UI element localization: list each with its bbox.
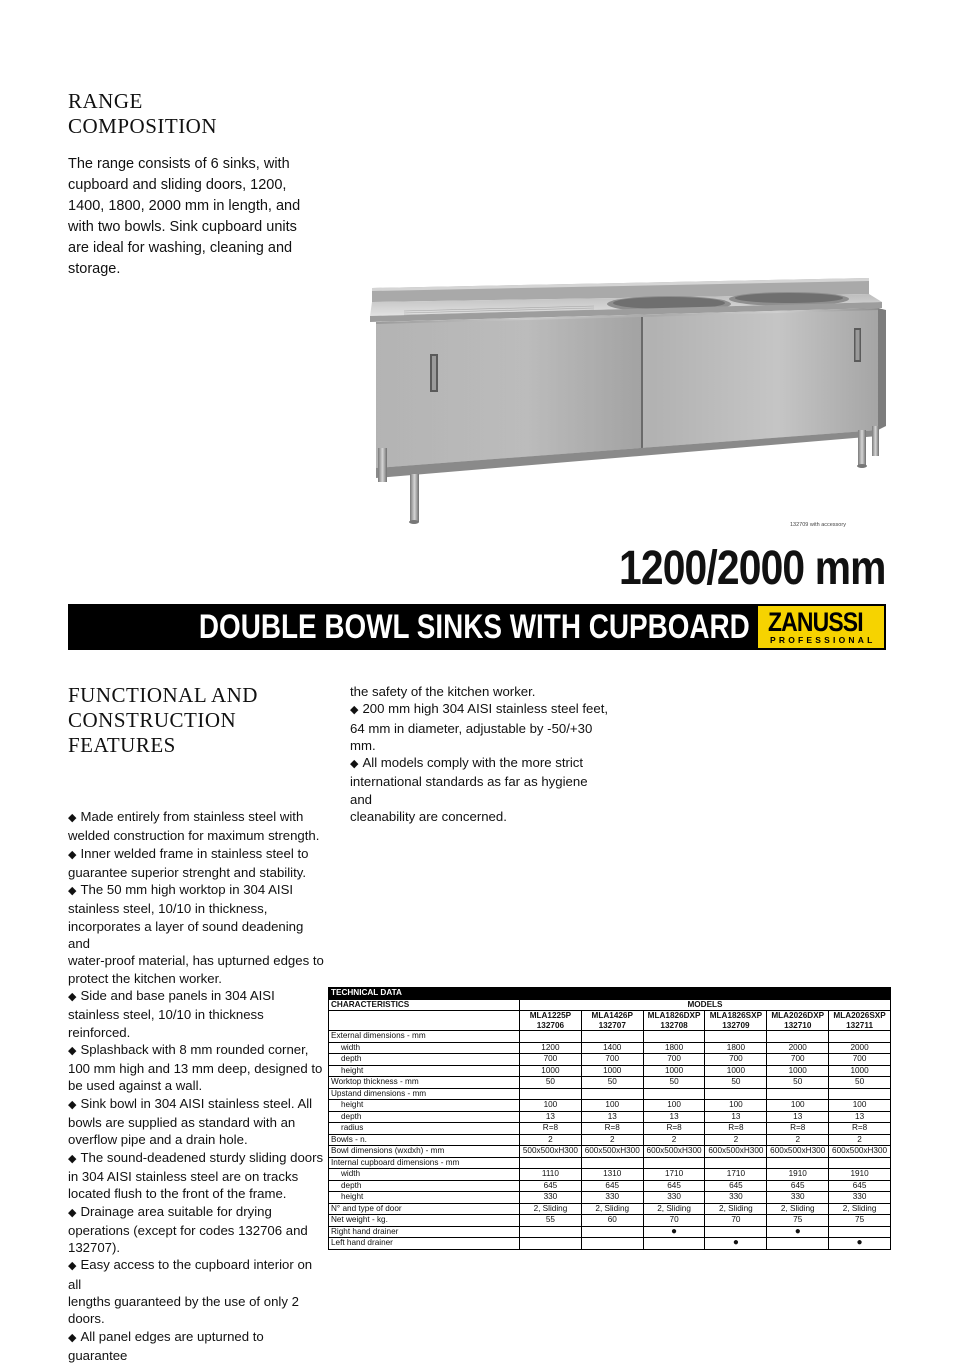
table-row [329,1192,891,1204]
table-cell: 13 [829,1111,891,1123]
row-label: height [329,1065,520,1077]
model-header-cell: MLA2026SXP 132711 [829,1011,891,1031]
table-row [329,1180,891,1192]
product-image [364,268,894,528]
table-cell: R=8 [767,1123,829,1135]
table-cell: 1710 [705,1169,767,1181]
table-cell: 13 [520,1111,582,1123]
model-header-cell: MLA1826SXP 132709 [705,1011,767,1031]
diamond-bullet-icon: ◆ [68,848,77,861]
table-cell: 13 [705,1111,767,1123]
range-description [68,154,300,280]
row-label: depth [329,1180,520,1192]
table-cell: 600x500xH300 [643,1146,705,1158]
model-header-cell: MLA1225P 132706 [520,1011,582,1031]
table-cell: 1910 [829,1169,891,1181]
range-heading-line: RANGE [68,89,143,113]
range-text-line: 1400, 1800, 2000 mm in length, and [68,198,301,214]
table-cell: 600x500xH300 [581,1146,643,1158]
table-cell: 50 [829,1077,891,1089]
size-title: 1200/2000 mm [619,542,886,595]
diamond-bullet-icon: ◆ [68,812,77,824]
row-label: Worktop thickness - mm [329,1077,520,1089]
diamond-bullet-icon: ◆ [68,1260,77,1273]
feature-item: ◆ Splashback with 8 mm rounded corner, 100 mm high and 13 mm deep, designed to be used against a wall. [68,1041,323,1094]
table-cell: 330 [581,1192,643,1204]
table-cell: 330 [520,1192,582,1204]
table-row [329,1077,891,1089]
table-cell: 50 [643,1077,705,1089]
row-label: N° and type of door [329,1203,520,1215]
model-header-cell: MLA2026DXP 132710 [767,1011,829,1031]
table-cell: 75 [767,1215,829,1227]
table-cell: 1310 [581,1169,643,1181]
range-text-line: with two bowls. Sink cupboard units [68,219,297,235]
table-cell: 645 [520,1180,582,1192]
table-cell [581,1238,643,1250]
table-cell [829,1031,891,1043]
table-title-row [329,988,891,1000]
table-cell: 100 [829,1100,891,1112]
row-label: radius [329,1123,520,1135]
row-label: Net weight - kg. [329,1215,520,1227]
table-row [329,1054,891,1066]
table-cell [643,1157,705,1169]
table-cell [520,1088,582,1100]
table-cell: 50 [705,1077,767,1089]
table-cell: 500x500xH300 [520,1146,582,1158]
row-label: depth [329,1054,520,1066]
diamond-bullet-icon: ◆ [68,1044,77,1057]
row-label: Bowls - n. [329,1134,520,1146]
range-heading-line: COMPOSITION [68,114,218,138]
row-label: height [329,1100,520,1112]
feature-item: ◆ The sound-deadened sturdy sliding doors in 304 AISI stainless steel are on tracks located flush to the front of the frame. [68,1149,324,1202]
table-cell: 330 [829,1192,891,1204]
characteristics-header: CHARACTERISTICS [329,999,520,1011]
table-cell: 700 [829,1054,891,1066]
diamond-bullet-icon: ◆ [68,1098,77,1111]
table-cell [643,1238,705,1250]
logo-subtitle: PROFESSIONAL [770,635,876,645]
table-cell: 1000 [581,1065,643,1077]
range-text-line: cupboard and sliding doors, 1200, [68,177,287,193]
table-cell: 330 [767,1192,829,1204]
table-row [329,1215,891,1227]
table-cell: 2 [767,1134,829,1146]
row-label: External dimensions - mm [329,1031,520,1043]
table-cell: 1800 [643,1042,705,1054]
table-cell [767,1238,829,1250]
row-label: Upstand dimensions - mm [329,1088,520,1100]
table-cell [643,1031,705,1043]
table-cell: 1000 [643,1065,705,1077]
table-cell [581,1031,643,1043]
feature-item: ◆ Easy access to the cupboard interior on all lengths guaranteed by the use of only 2 doors. [68,1257,313,1327]
table-cell [829,1226,891,1238]
zanussi-logo [758,606,884,648]
table-cell: ● [643,1226,705,1238]
table-row [329,1042,891,1054]
table-row [329,1238,891,1250]
row-label: width [329,1169,520,1181]
row-label: width [329,1042,520,1054]
table-cell: 70 [643,1215,705,1227]
table-cell: 700 [643,1054,705,1066]
table-cell [643,1088,705,1100]
table-cell [705,1226,767,1238]
diamond-bullet-icon: ◆ [68,1206,77,1219]
table-cell: 645 [829,1180,891,1192]
row-label: depth [329,1111,520,1123]
table-cell: 2, Sliding [767,1203,829,1215]
table-cell: 645 [705,1180,767,1192]
table-models-row [329,1011,891,1031]
table-cell: 50 [767,1077,829,1089]
table-cell: 1000 [520,1065,582,1077]
feature-item: ◆ Made entirely from stainless steel with welded construction for maximum strength. [68,809,320,844]
table-cell: 100 [643,1100,705,1112]
features-column-2 [350,683,612,825]
table-cell [767,1088,829,1100]
features-heading-line: FUNCTIONAL AND [68,683,258,707]
table-cell: 700 [520,1054,582,1066]
table-cell [581,1226,643,1238]
table-cell [520,1031,582,1043]
table-title: TECHNICAL DATA [329,988,891,1000]
table-cell: 2000 [829,1042,891,1054]
table-cell: 330 [643,1192,705,1204]
technical-data-table [328,987,891,1250]
table-cell: ● [829,1238,891,1250]
table-cell: R=8 [829,1123,891,1135]
table-cell: R=8 [643,1123,705,1135]
models-header: MODELS [520,999,891,1011]
feature-continuation: the safety of the kitchen worker. [350,684,536,699]
feature-item: ◆ Drainage area suitable for drying operations (except for codes 132706 and 132707). [68,1203,308,1256]
feature-item: ◆ All panel edges are upturned to guarantee [68,1328,264,1363]
table-cell: 700 [767,1054,829,1066]
row-label: Internal cupboard dimensions - mm [329,1157,520,1169]
product-title: DOUBLE BOWL SINKS WITH CUPBOARD [199,608,750,646]
table-cell: 50 [581,1077,643,1089]
table-cell [581,1157,643,1169]
diamond-bullet-icon: ◆ [68,1331,77,1344]
table-row [329,1203,891,1215]
table-cell [705,1088,767,1100]
table-row [329,1065,891,1077]
table-cell: 70 [705,1215,767,1227]
table-cell [581,1088,643,1100]
table-cell: 330 [705,1192,767,1204]
table-cell: 2000 [767,1042,829,1054]
model-header-cell: MLA1826DXP 132708 [643,1011,705,1031]
model-header-cell: MLA1426P 132707 [581,1011,643,1031]
table-cell: 100 [520,1100,582,1112]
table-cell: 2 [643,1134,705,1146]
range-text-line: The range consists of 6 sinks, with [68,156,290,172]
table-cell: 1710 [643,1169,705,1181]
table-cell: 50 [520,1077,582,1089]
table-cell: 2 [520,1134,582,1146]
range-text-line: are ideal for washing, cleaning and [68,240,293,256]
table-cell: 13 [767,1111,829,1123]
feature-item: ◆ 200 mm high 304 AISI stainless steel feet, 64 mm in diameter, adjustable by -50/+30 mm. [350,701,609,753]
table-cell: 2 [829,1134,891,1146]
table-cell: 2, Sliding [829,1203,891,1215]
table-cell [705,1031,767,1043]
table-cell: 13 [643,1111,705,1123]
table-cell: 700 [581,1054,643,1066]
diamond-bullet-icon: ◆ [350,704,359,717]
table-cell [829,1088,891,1100]
table-cell [520,1238,582,1250]
sink-cabinet-illustration [364,268,894,528]
table-row [329,1157,891,1169]
diamond-bullet-icon: ◆ [68,885,77,898]
table-cell: 55 [520,1215,582,1227]
features-heading-line: FEATURES [68,733,176,757]
table-cell [705,1157,767,1169]
features-heading-line: CONSTRUCTION [68,708,237,732]
range-heading [68,89,217,139]
table-row [329,1123,891,1135]
table-cell: R=8 [581,1123,643,1135]
table-cell: 2 [581,1134,643,1146]
table-cell: 2, Sliding [705,1203,767,1215]
table-cell: 600x500xH300 [767,1146,829,1158]
table-cell: 1800 [705,1042,767,1054]
table-cell: 600x500xH300 [705,1146,767,1158]
table-cell: 100 [581,1100,643,1112]
empty-cell [329,1011,520,1031]
feature-item: ◆ The 50 mm high worktop in 304 AISI stainless steel, 10/10 in thickness, incorporates a layer of sound deadening and water-proof material, has upturned edges to protect the kitchen worker. [68,882,324,986]
table-cell: 1000 [767,1065,829,1077]
table-cell: 1000 [829,1065,891,1077]
table-header-row [329,999,891,1011]
table-row [329,1146,891,1158]
feature-item: ◆ Inner welded frame in stainless steel to guarantee superior strenght and stability. [68,845,309,880]
table-cell [767,1157,829,1169]
table-cell [520,1226,582,1238]
table-cell: 1910 [767,1169,829,1181]
features-column-1 [68,808,326,1364]
table-row [329,1134,891,1146]
title-banner [68,604,886,650]
table-cell: 700 [705,1054,767,1066]
photo-caption: 132709 with accessory [790,522,846,528]
table-cell: ● [767,1226,829,1238]
table-cell: 1110 [520,1169,582,1181]
feature-item: ◆ Side and base panels in 304 AISI stainless steel, 10/10 in thickness reinforced. [68,987,275,1040]
feature-item: ◆ All models comply with the more strict international standards as far as hygiene and cleanability are concerned. [350,755,588,825]
table-cell: 1400 [581,1042,643,1054]
table-cell: 645 [767,1180,829,1192]
features-heading [68,683,258,758]
table-cell [520,1157,582,1169]
table-row [329,1088,891,1100]
table-cell: 2, Sliding [581,1203,643,1215]
range-text-line: storage. [68,261,121,277]
table-row [329,1169,891,1181]
table-cell: R=8 [705,1123,767,1135]
table-cell: 1200 [520,1042,582,1054]
table-cell: 75 [829,1215,891,1227]
table-cell: 2 [705,1134,767,1146]
table-cell: 2, Sliding [520,1203,582,1215]
table-cell: 600x500xH300 [829,1146,891,1158]
table-cell: R=8 [520,1123,582,1135]
table-cell: 2, Sliding [643,1203,705,1215]
table-cell: 1000 [705,1065,767,1077]
table-row [329,1031,891,1043]
diamond-bullet-icon: ◆ [350,758,359,771]
diamond-bullet-icon: ◆ [68,1152,77,1165]
logo-wordmark: ZANUSSI [768,607,863,637]
table-cell [767,1031,829,1043]
table-row [329,1100,891,1112]
table-cell: 13 [581,1111,643,1123]
row-label: Left hand drainer [329,1238,520,1250]
table-cell: 100 [705,1100,767,1112]
row-label: Right hand drainer [329,1226,520,1238]
diamond-bullet-icon: ◆ [68,990,77,1003]
table-row [329,1111,891,1123]
table-row [329,1226,891,1238]
table-cell: 100 [767,1100,829,1112]
table-cell: 645 [581,1180,643,1192]
table-cell: 645 [643,1180,705,1192]
table-cell: ● [705,1238,767,1250]
feature-item: ◆ Sink bowl in 304 AISI stainless steel. All bowls are supplied as standard with an overflow pipe and a drain hole. [68,1095,313,1148]
row-label: height [329,1192,520,1204]
row-label: Bowl dimensions (wxdxh) - mm [329,1146,520,1158]
table-cell: 60 [581,1215,643,1227]
table-cell [829,1157,891,1169]
